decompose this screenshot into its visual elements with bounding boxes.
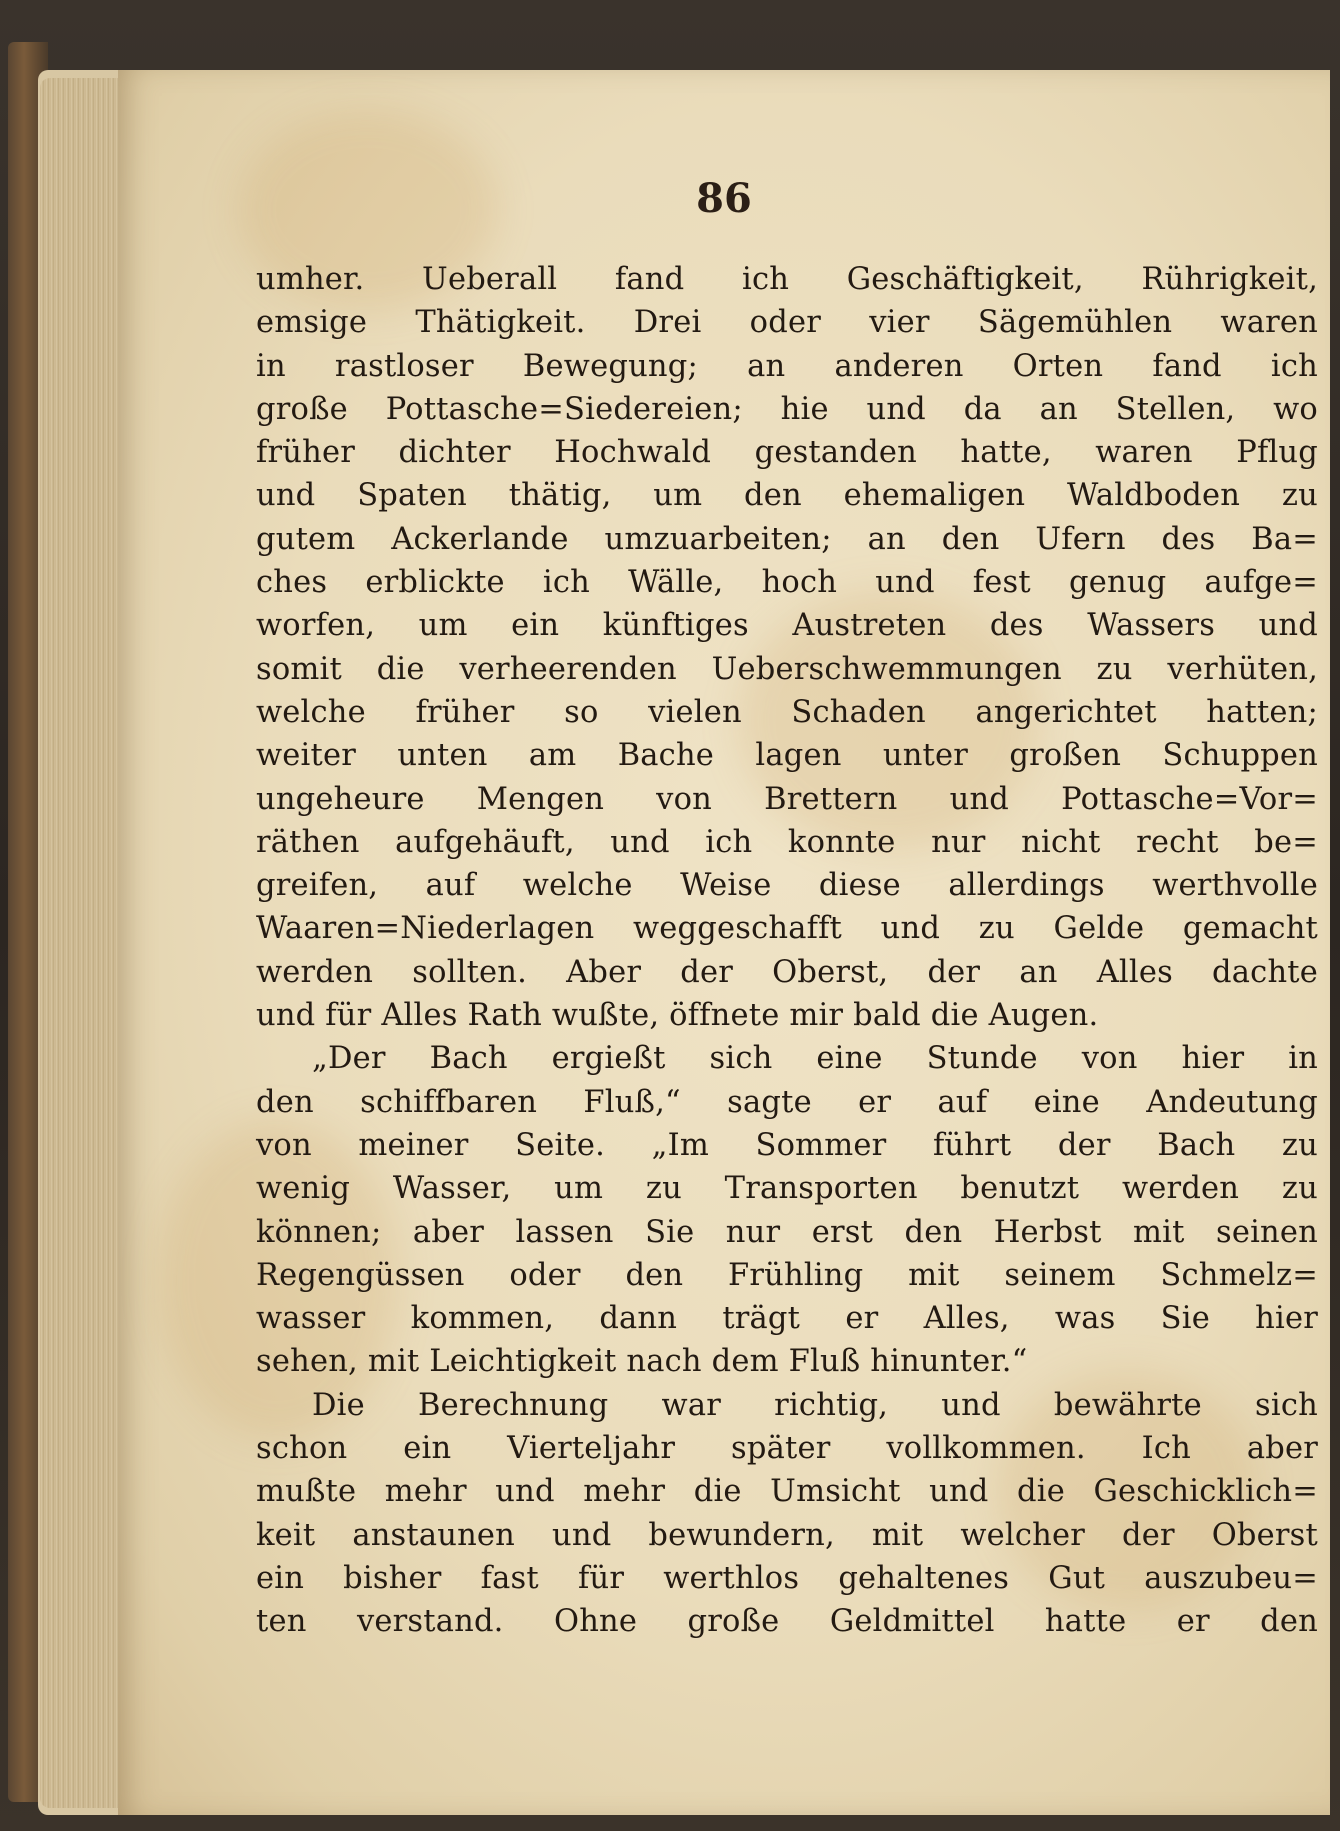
text-line: räthen aufgehäuft, und ich konnte nur nicht recht be= [256,824,1318,860]
text-line: von meiner Seite. „Im Sommer führt der Bach zu [256,1127,1318,1163]
text-line: umher. Ueberall fand ich Geschäftigkeit, Rührigkeit, [256,262,1318,297]
text-line: somit die verheerenden Ueberschwemmungen zu verhüten, [256,651,1318,687]
text-line: gutem Ackerlande umzuarbeiten; an den Ufern des Ba= [256,521,1318,557]
text-line: werden sollten. Aber der Oberst, der an Alles dachte [256,954,1318,990]
text-line: „Der Bach ergießt sich eine Stunde von hier in [312,1041,1318,1077]
text-line: welche früher so vielen Schaden angerichtet hatten; [256,694,1318,730]
text-line: greifen, auf welche Weise diese allerdings werthvolle [256,868,1318,904]
text-line: emsige Thätigkeit. Drei oder vier Sägemühlen waren [256,305,1318,341]
text-line: ein bisher fast für werthlos gehaltenes Gut auszubeu= [256,1560,1318,1596]
text-line: sehen, mit Leichtigkeit nach dem Fluß hinunter.“ [256,1344,1028,1380]
text-line: schon ein Vierteljahr später vollkommen. Ich aber [256,1431,1318,1467]
text-line: große Pottasche=Siedereien; hie und da an Stellen, wo [256,391,1318,427]
text-line: wasser kommen, dann trägt er Alles, was Sie hier [256,1301,1318,1337]
text-line: früher dichter Hochwald gestanden hatte, waren Pflug [256,435,1318,471]
text-line: ungeheure Mengen von Brettern und Pottasche=Vor= [256,781,1318,817]
text-line: den schiffbaren Fluß,“ sagte er auf eine Andeutung [256,1084,1318,1120]
text-line: in rastloser Bewegung; an anderen Orten fand ich [256,348,1318,384]
text-line: Regengüssen oder den Frühling mit seinem Schmelz= [256,1257,1318,1293]
text-line: und für Alles Rath wußte, öffnete mir bald die Augen. [256,998,1099,1034]
page-edges [40,78,130,1808]
text-line: ten verstand. Ohne große Geldmittel hatte er den [256,1604,1318,1640]
text-line: mußte mehr und mehr die Umsicht und die Geschicklich= [256,1474,1318,1510]
text-line: wenig Wasser, um zu Transporten benutzt werden zu [256,1171,1318,1207]
text-line: keit anstaunen und bewundern, mit welcher der Oberst [256,1517,1318,1553]
body-text [256,258,1318,1644]
text-line: ches erblickte ich Wälle, hoch und fest genug aufge= [256,565,1318,601]
text-line: worfen, um ein künftiges Austreten des Wassers und [256,608,1318,644]
page-number: 86 [696,175,752,222]
text-line: Waaren=Niederlagen weggeschafft und zu Gelde gemacht [256,911,1318,947]
text-line: und Spaten thätig, um den ehemaligen Waldboden zu [256,478,1318,514]
text-line: weiter unten am Bache lagen unter großen Schuppen [256,738,1318,774]
book-page [118,70,1330,1815]
text-line: können; aber lassen Sie nur erst den Herbst mit seinen [256,1214,1318,1250]
text-line: Die Berechnung war richtig, und bewährte sich [312,1387,1318,1423]
